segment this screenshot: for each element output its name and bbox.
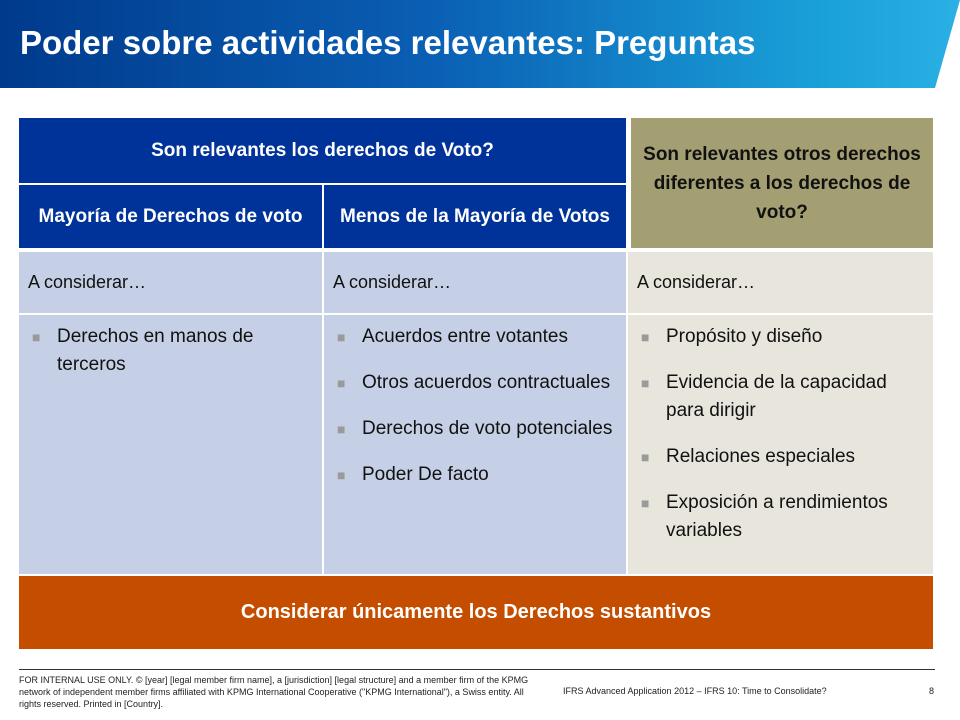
other-rights-header: Son relevantes otros derechos diferentes a los derechos de voto? [631,118,933,248]
bullet-icon: ■ [641,375,650,391]
legal-disclaimer: FOR INTERNAL USE ONLY. © [year] [legal member firm name], a [jurisdiction] [legal structure] and a member firm of the KPMG network of independent member firms affiliated with KPMG International Cooperative ("KPMG International"), a Swiss entity. All rights reserved. Printed in [Country]. [19,675,529,709]
majority-header: Mayoría de Derechos de voto [19,185,322,248]
other-list-cell [628,315,933,574]
majority-list [29,323,312,379]
bullet-icon: ■ [641,495,650,511]
list-item: ■ Acuerdos entre votantes [334,323,616,351]
slide-title: Poder sobre actividades relevantes: Preguntas [20,24,756,61]
footer-divider [19,669,935,670]
voting-rights-header: Son relevantes los derechos de Voto? [19,118,626,183]
summary-banner: Considerar únicamente los Derechos sustantivos [19,576,933,649]
list-item: ■ Propósito y diseño [638,323,923,351]
bullet-icon: ■ [641,329,650,345]
bullet-icon: ■ [337,375,346,391]
list-item: ■ Exposición a rendimientos variables [638,489,923,545]
bullet-icon: ■ [32,329,41,345]
majority-list-cell [19,315,322,574]
page-number: 8 [929,686,935,696]
consider-label-majority: A considerar… [19,252,322,313]
bullet-icon: ■ [337,329,346,345]
consider-label-minority: A considerar… [324,252,626,313]
document-title: IFRS Advanced Application 2012 – IFRS 10: Time to Consolidate? [563,686,827,696]
bullet-icon: ■ [337,467,346,483]
list-item: ■ Derechos en manos de terceros [29,323,312,379]
bullet-icon: ■ [337,421,346,437]
list-item: ■ Otros acuerdos contractuales [334,369,616,397]
minority-list-cell [324,315,626,574]
list-item: ■ Evidencia de la capacidad para dirigir [638,369,923,425]
list-item: ■ Derechos de voto potenciales [334,415,616,443]
list-item: ■ Poder De facto [334,461,616,489]
consider-label-other: A considerar… [628,252,933,313]
other-list [638,323,923,545]
minority-header: Menos de la Mayoría de Votos [324,185,626,248]
minority-list [334,323,616,489]
list-item: ■ Relaciones especiales [638,443,923,471]
bullet-icon: ■ [641,449,650,465]
